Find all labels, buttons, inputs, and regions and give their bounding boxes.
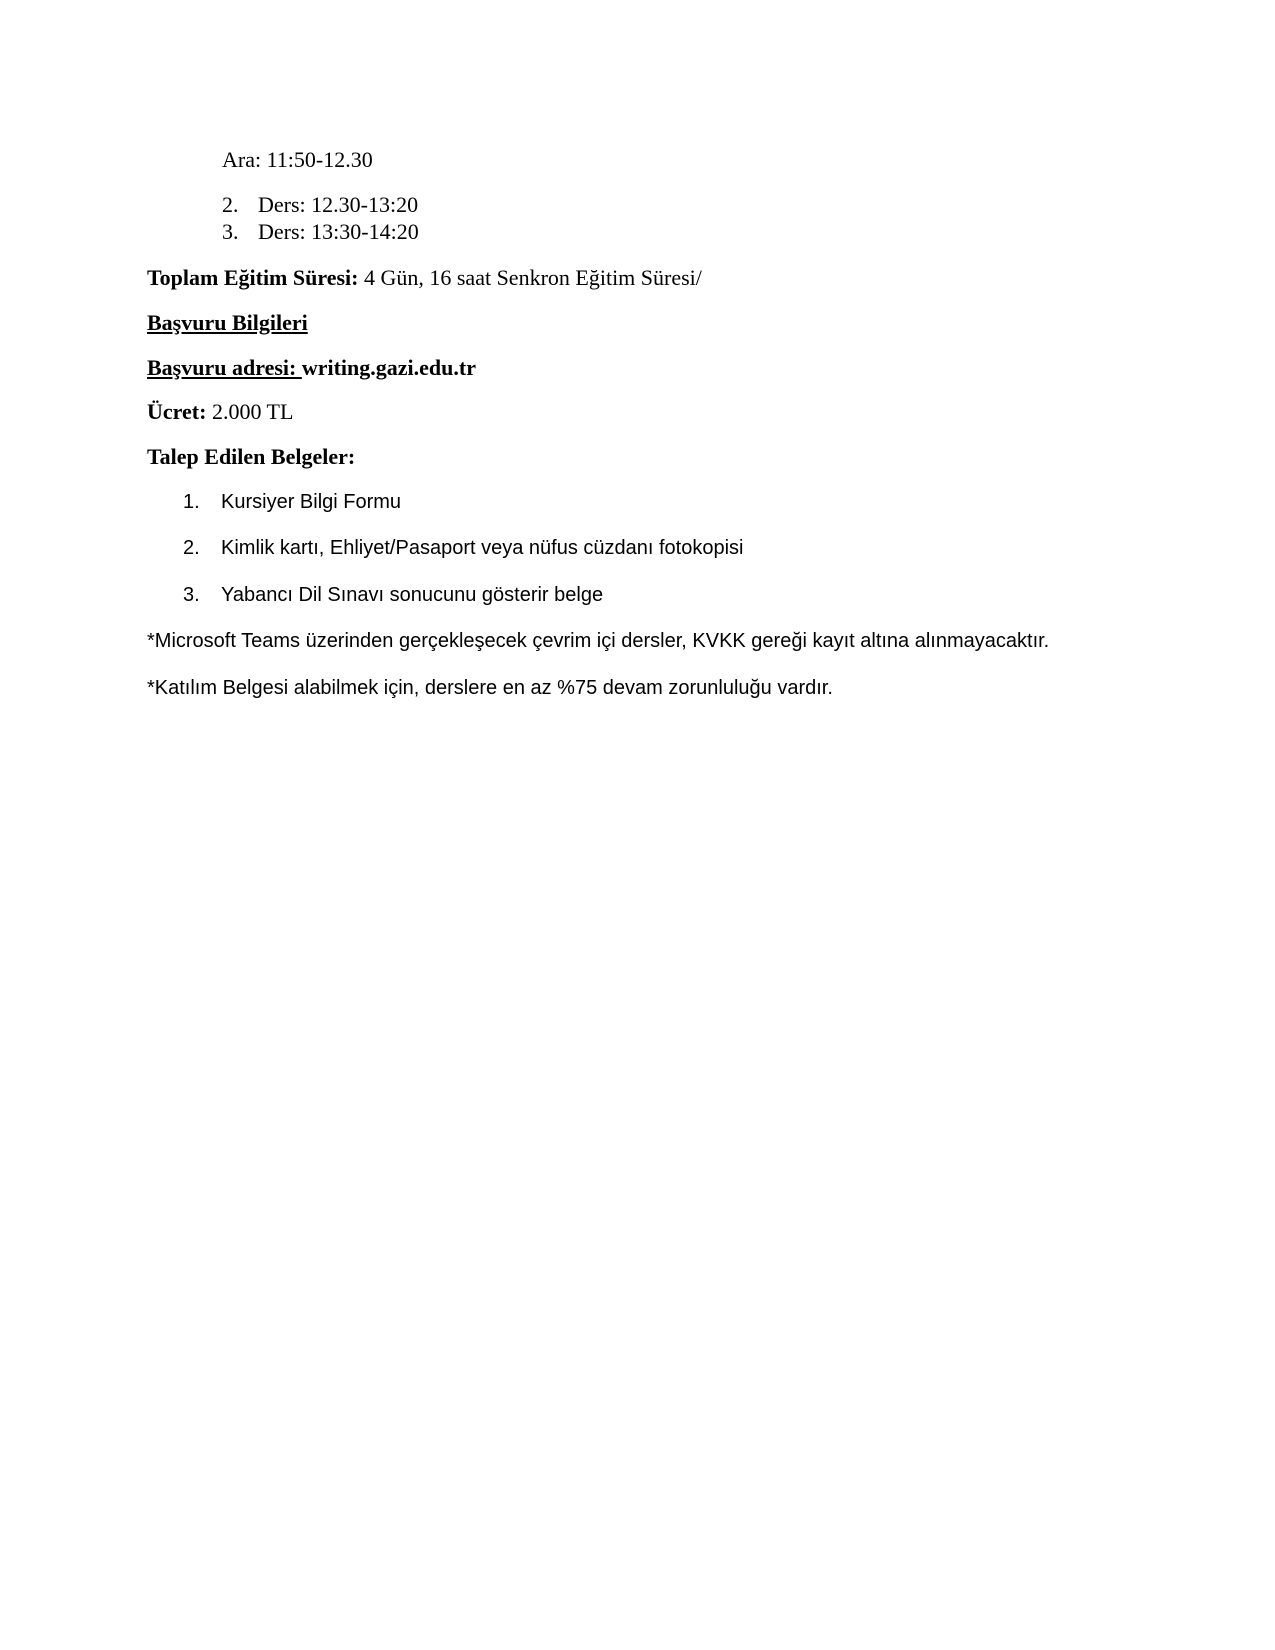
document-item xyxy=(183,536,743,560)
document-number: 3. xyxy=(183,584,200,606)
total-duration-line xyxy=(147,265,702,291)
lesson-text: Ders: 13:30-14:20 xyxy=(258,219,419,244)
fee-line xyxy=(147,399,293,425)
document-number: 1. xyxy=(183,491,200,513)
note-recording: *Microsoft Teams üzerinden gerçekleşecek çevrim içi dersler, KVKK gereği kayıt altına alınmayacaktır. xyxy=(147,630,1050,652)
application-address-label: Başvuru adresi: xyxy=(147,355,302,380)
document-text: Yabancı Dil Sınavı sonucunu gösterir belge xyxy=(221,584,604,606)
break-time-line xyxy=(222,147,373,173)
documents-heading: Talep Edilen Belgeler: xyxy=(147,444,356,469)
lesson-number: 2. xyxy=(222,192,239,217)
total-duration-label: Toplam Eğitim Süresi: xyxy=(147,265,359,290)
lesson-item xyxy=(222,219,419,245)
document-item xyxy=(183,583,603,607)
fee-value: 2.000 TL xyxy=(206,399,294,424)
document-item xyxy=(183,490,401,514)
break-time-text: Ara: 11:50-12.30 xyxy=(222,147,373,172)
note-attendance: *Katılım Belgesi alabilmek için, derslere en az %75 devam zorunluluğu vardır. xyxy=(147,677,833,699)
application-address-line xyxy=(147,355,476,381)
lesson-item xyxy=(222,192,418,218)
application-address-link[interactable]: writing.gazi.edu.tr xyxy=(301,355,476,380)
lesson-number: 3. xyxy=(222,219,239,244)
document-number: 2. xyxy=(183,537,200,559)
lesson-text: Ders: 12.30-13:20 xyxy=(258,192,419,217)
fee-label: Ücret: xyxy=(147,399,207,424)
total-duration-value: 4 Gün, 16 saat Senkron Eğitim Süresi/ xyxy=(358,265,702,290)
document-text: Kursiyer Bilgi Formu xyxy=(221,491,402,513)
application-heading: Başvuru Bilgileri xyxy=(147,310,308,335)
document-text: Kimlik kartı, Ehliyet/Pasaport veya nüfus cüzdanı fotokopisi xyxy=(221,537,744,559)
